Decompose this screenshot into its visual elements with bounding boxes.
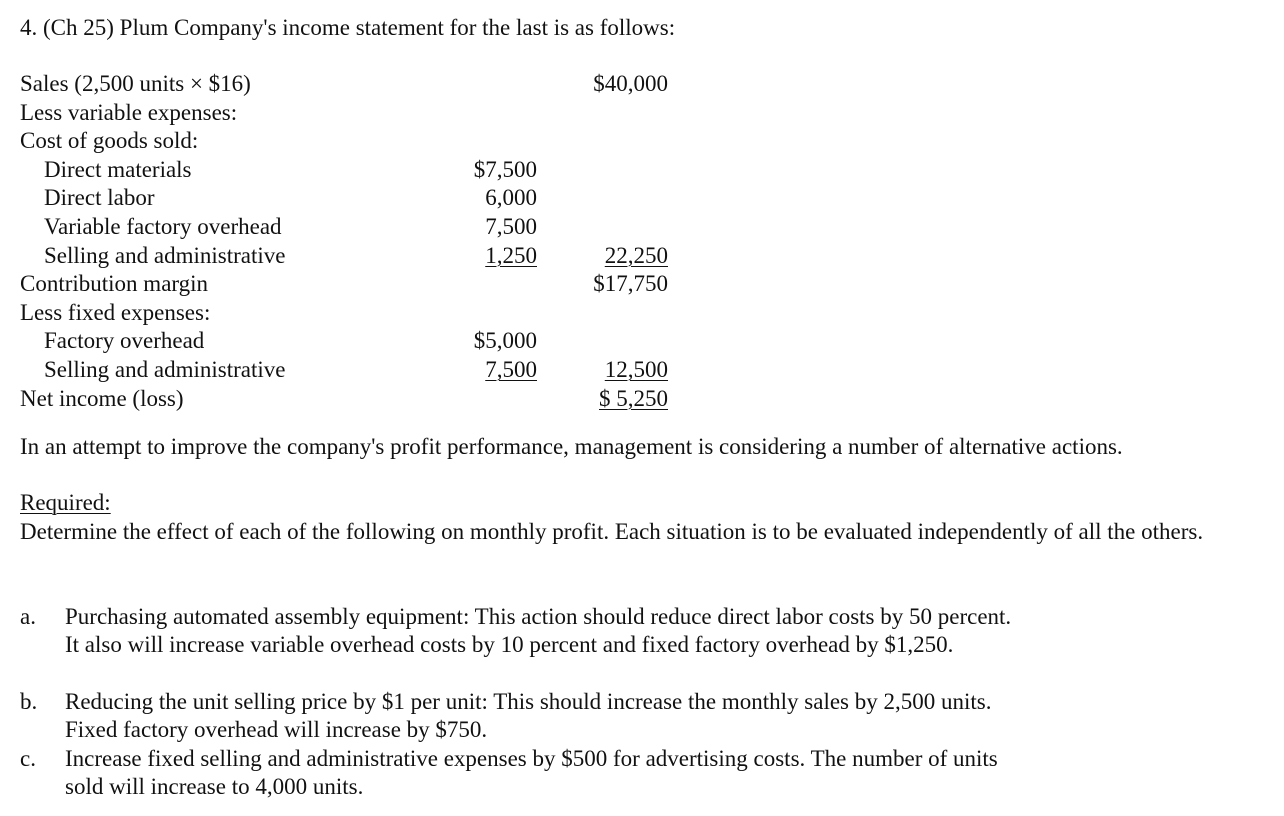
item-text: Increase fixed selling and administrative expenses by $500 for advertising costs. The number of units sold will increase to 4,000 units. bbox=[65, 746, 998, 799]
statement-row-label: Factory overhead bbox=[44, 328, 205, 354]
item-text: Reducing the unit selling price by $1 per unit: This should increase the monthly sales by 2,500 units. Fixed factory overhead will increase by $750. bbox=[65, 689, 992, 742]
statement-row-label: Less fixed expenses: bbox=[20, 299, 211, 325]
item-letter: c. bbox=[20, 746, 36, 771]
statement-row-label: Sales (2,500 units × $16) bbox=[20, 71, 251, 96]
statement-amount-total: $40,000 bbox=[593, 71, 668, 96]
statement-row-label: Direct materials bbox=[44, 156, 192, 182]
item-letter: b. bbox=[20, 689, 38, 714]
statement-amount-detail: 1,250 bbox=[485, 242, 537, 268]
intro-paragraph: In an attempt to improve the company's profit performance, management is considering a number of alternative actions. bbox=[20, 434, 1123, 459]
statement-amount-detail: $7,500 bbox=[473, 156, 537, 182]
statement-row-label: Variable factory overhead bbox=[44, 214, 282, 239]
statement-amount-detail: $5,000 bbox=[473, 328, 537, 354]
statement-row-label: Less variable expenses: bbox=[20, 99, 238, 125]
required-heading: Required: bbox=[20, 490, 111, 515]
statement-row-label: Selling and administrative bbox=[44, 242, 286, 268]
statement-amount-total: 22,250 bbox=[604, 242, 668, 268]
statement-amount-detail: 6,000 bbox=[485, 185, 537, 211]
statement-amount-detail: 7,500 bbox=[485, 357, 537, 382]
statement-amount-total: $17,750 bbox=[593, 271, 668, 297]
statement-row-label: Cost of goods sold: bbox=[20, 128, 199, 154]
statement-row-label: Contribution margin bbox=[20, 271, 209, 297]
statement-amount-detail: 7,500 bbox=[485, 214, 537, 239]
statement-row-label: Selling and administrative bbox=[44, 357, 286, 382]
statement-row-label: Net income (loss) bbox=[20, 385, 184, 411]
item-text: Purchasing automated assembly equipment: This action should reduce direct labor costs by 50 percent. It also will increase variable overhead costs by 10 percent and fixed factory overhead by $1,250. bbox=[65, 604, 1012, 657]
question-title: 4. (Ch 25) Plum Company's income statement for the last is as follows: bbox=[20, 15, 676, 40]
statement-amount-total: $ 5,250 bbox=[599, 385, 668, 411]
statement-row-label: Direct labor bbox=[44, 185, 155, 211]
item-letter: a. bbox=[20, 604, 36, 629]
statement-amount-total: 12,500 bbox=[604, 357, 668, 382]
required-text: Determine the effect of each of the following on monthly profit. Each situation is to be evaluated independently of all the others. bbox=[20, 519, 1204, 544]
